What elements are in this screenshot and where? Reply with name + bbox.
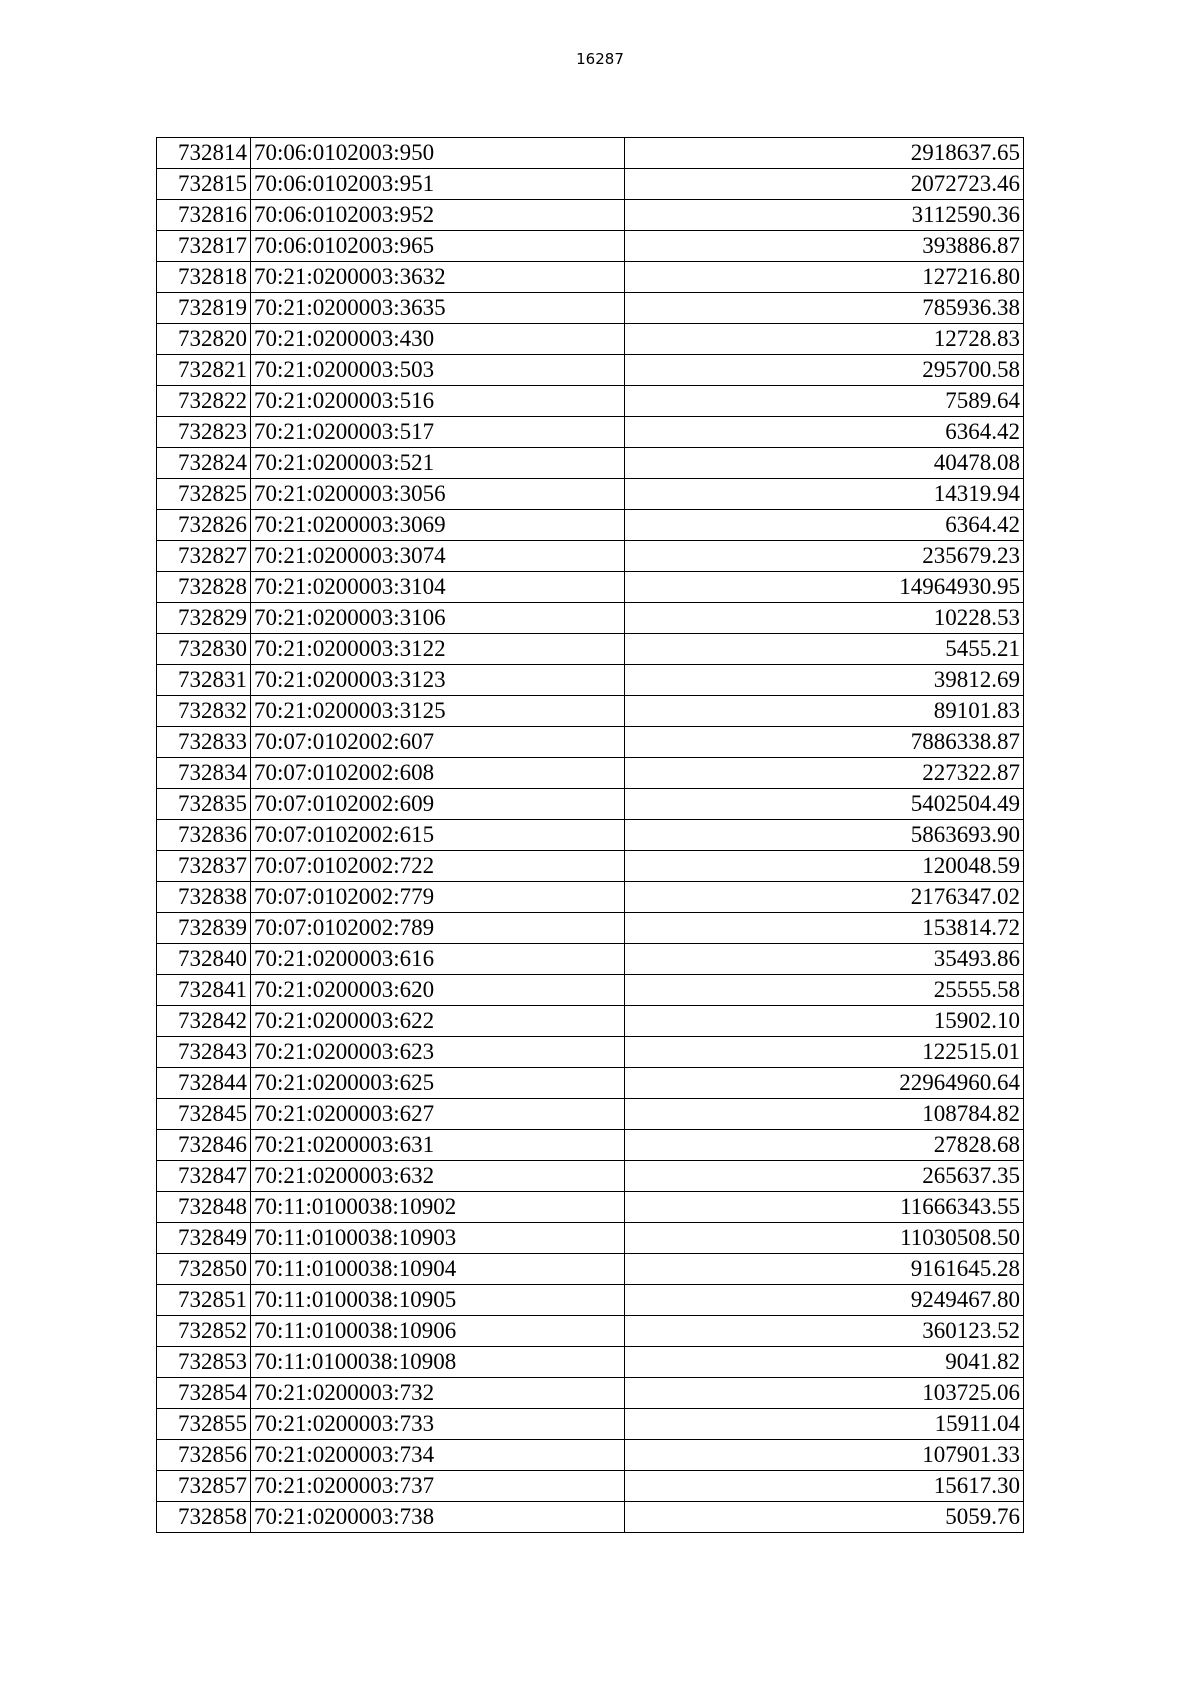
cadastral-number-cell: 70:21:0200003:737 (250, 1471, 624, 1502)
row-number-cell: 732814 (157, 138, 251, 169)
table-row (157, 324, 1024, 355)
cadastral-value-cell: 120048.59 (624, 851, 1023, 882)
table-row (157, 1409, 1024, 1440)
table-row (157, 1037, 1024, 1068)
row-number-cell: 732853 (157, 1347, 251, 1378)
cadastral-value-cell: 5059.76 (624, 1502, 1023, 1533)
table-row (157, 355, 1024, 386)
cadastral-number-cell: 70:21:0200003:631 (250, 1130, 624, 1161)
cadastral-number-cell: 70:21:0200003:503 (250, 355, 624, 386)
row-number-cell: 732832 (157, 696, 251, 727)
cadastral-number-cell: 70:21:0200003:3632 (250, 262, 624, 293)
row-number-cell: 732822 (157, 386, 251, 417)
cadastral-number-cell: 70:21:0200003:3635 (250, 293, 624, 324)
row-number-cell: 732838 (157, 882, 251, 913)
table-row (157, 572, 1024, 603)
cadastral-number-cell: 70:21:0200003:622 (250, 1006, 624, 1037)
row-number-cell: 732827 (157, 541, 251, 572)
cadastral-number-cell: 70:07:0102002:615 (250, 820, 624, 851)
table-row (157, 758, 1024, 789)
cadastral-number-cell: 70:21:0200003:632 (250, 1161, 624, 1192)
cadastral-value-cell: 5863693.90 (624, 820, 1023, 851)
row-number-cell: 732833 (157, 727, 251, 758)
cadastral-value-cell: 360123.52 (624, 1316, 1023, 1347)
row-number-cell: 732844 (157, 1068, 251, 1099)
cadastral-value-cell: 6364.42 (624, 417, 1023, 448)
row-number-cell: 732830 (157, 634, 251, 665)
cadastral-value-cell: 14319.94 (624, 479, 1023, 510)
table-row (157, 1006, 1024, 1037)
cadastral-value-cell: 89101.83 (624, 696, 1023, 727)
cadastral-value-cell: 153814.72 (624, 913, 1023, 944)
cadastral-number-cell: 70:07:0102002:789 (250, 913, 624, 944)
cadastral-value-cell: 265637.35 (624, 1161, 1023, 1192)
row-number-cell: 732851 (157, 1285, 251, 1316)
cadastral-number-cell: 70:21:0200003:734 (250, 1440, 624, 1471)
table-row (157, 789, 1024, 820)
cadastral-number-cell: 70:07:0102002:607 (250, 727, 624, 758)
row-number-cell: 732855 (157, 1409, 251, 1440)
cadastral-number-cell: 70:11:0100038:10905 (250, 1285, 624, 1316)
row-number-cell: 732816 (157, 200, 251, 231)
cadastral-number-cell: 70:21:0200003:3056 (250, 479, 624, 510)
table-row (157, 882, 1024, 913)
table-row (157, 944, 1024, 975)
cadastral-number-cell: 70:07:0102002:609 (250, 789, 624, 820)
table-row (157, 1130, 1024, 1161)
row-number-cell: 732820 (157, 324, 251, 355)
table-row (157, 1223, 1024, 1254)
cadastral-number-cell: 70:21:0200003:3069 (250, 510, 624, 541)
cadastral-value-cell: 9249467.80 (624, 1285, 1023, 1316)
cadastral-value-cell: 12728.83 (624, 324, 1023, 355)
cadastral-value-cell: 40478.08 (624, 448, 1023, 479)
cadastral-value-cell: 107901.33 (624, 1440, 1023, 1471)
cadastral-value-cell: 295700.58 (624, 355, 1023, 386)
table-row (157, 448, 1024, 479)
cadastral-number-cell: 70:21:0200003:620 (250, 975, 624, 1006)
cadastral-value-cell: 9041.82 (624, 1347, 1023, 1378)
table-row (157, 851, 1024, 882)
table-body (157, 138, 1024, 1533)
table-row (157, 479, 1024, 510)
row-number-cell: 732858 (157, 1502, 251, 1533)
row-number-cell: 732823 (157, 417, 251, 448)
row-number-cell: 732821 (157, 355, 251, 386)
row-number-cell: 732817 (157, 231, 251, 262)
cadastral-value-cell: 27828.68 (624, 1130, 1023, 1161)
cadastral-number-cell: 70:07:0102002:608 (250, 758, 624, 789)
cadastral-value-cell: 7886338.87 (624, 727, 1023, 758)
cadastral-value-cell: 103725.06 (624, 1378, 1023, 1409)
table-row (157, 1285, 1024, 1316)
table-row (157, 727, 1024, 758)
cadastral-value-cell: 35493.86 (624, 944, 1023, 975)
table-row (157, 913, 1024, 944)
table-row (157, 138, 1024, 169)
table-row (157, 231, 1024, 262)
table-row (157, 200, 1024, 231)
cadastral-number-cell: 70:21:0200003:732 (250, 1378, 624, 1409)
cadastral-number-cell: 70:11:0100038:10906 (250, 1316, 624, 1347)
cadastral-number-cell: 70:11:0100038:10908 (250, 1347, 624, 1378)
row-number-cell: 732840 (157, 944, 251, 975)
cadastral-number-cell: 70:07:0102002:779 (250, 882, 624, 913)
cadastral-value-cell: 235679.23 (624, 541, 1023, 572)
row-number-cell: 732852 (157, 1316, 251, 1347)
row-number-cell: 732857 (157, 1471, 251, 1502)
cadastral-number-cell: 70:21:0200003:3125 (250, 696, 624, 727)
table-row (157, 603, 1024, 634)
cadastral-number-cell: 70:21:0200003:3104 (250, 572, 624, 603)
cadastral-number-cell: 70:21:0200003:3074 (250, 541, 624, 572)
cadastral-number-cell: 70:21:0200003:625 (250, 1068, 624, 1099)
table-row (157, 975, 1024, 1006)
cadastral-number-cell: 70:21:0200003:516 (250, 386, 624, 417)
cadastral-number-cell: 70:11:0100038:10904 (250, 1254, 624, 1285)
table-row (157, 634, 1024, 665)
table-row (157, 169, 1024, 200)
cadastral-number-cell: 70:11:0100038:10902 (250, 1192, 624, 1223)
cadastral-value-cell: 2176347.02 (624, 882, 1023, 913)
row-number-cell: 732824 (157, 448, 251, 479)
row-number-cell: 732834 (157, 758, 251, 789)
table-row (157, 386, 1024, 417)
table-row (157, 541, 1024, 572)
table-row (157, 1192, 1024, 1223)
table-row (157, 1161, 1024, 1192)
row-number-cell: 732839 (157, 913, 251, 944)
table-row (157, 1378, 1024, 1409)
cadastral-value-cell: 22964960.64 (624, 1068, 1023, 1099)
row-number-cell: 732829 (157, 603, 251, 634)
table-row (157, 1068, 1024, 1099)
cadastral-value-cell: 108784.82 (624, 1099, 1023, 1130)
cadastral-number-cell: 70:21:0200003:3122 (250, 634, 624, 665)
cadastral-number-cell: 70:21:0200003:3123 (250, 665, 624, 696)
row-number-cell: 732836 (157, 820, 251, 851)
table-row (157, 293, 1024, 324)
row-number-cell: 732815 (157, 169, 251, 200)
cadastral-value-cell: 9161645.28 (624, 1254, 1023, 1285)
cadastral-number-cell: 70:06:0102003:950 (250, 138, 624, 169)
cadastral-value-cell: 39812.69 (624, 665, 1023, 696)
row-number-cell: 732818 (157, 262, 251, 293)
table-row (157, 696, 1024, 727)
table-row (157, 510, 1024, 541)
row-number-cell: 732837 (157, 851, 251, 882)
cadastral-number-cell: 70:21:0200003:3106 (250, 603, 624, 634)
table-row (157, 1502, 1024, 1533)
cadastral-value-cell: 393886.87 (624, 231, 1023, 262)
cadastral-value-cell: 227322.87 (624, 758, 1023, 789)
row-number-cell: 732848 (157, 1192, 251, 1223)
row-number-cell: 732831 (157, 665, 251, 696)
row-number-cell: 732828 (157, 572, 251, 603)
cadastral-number-cell: 70:21:0200003:517 (250, 417, 624, 448)
page-number: 16287 (576, 50, 624, 68)
cadastral-number-cell: 70:21:0200003:627 (250, 1099, 624, 1130)
cadastral-value-cell: 15911.04 (624, 1409, 1023, 1440)
cadastral-value-cell: 15617.30 (624, 1471, 1023, 1502)
row-number-cell: 732819 (157, 293, 251, 324)
cadastral-value-cell: 11030508.50 (624, 1223, 1023, 1254)
cadastral-number-cell: 70:21:0200003:738 (250, 1502, 624, 1533)
row-number-cell: 732846 (157, 1130, 251, 1161)
row-number-cell: 732843 (157, 1037, 251, 1068)
cadastral-value-cell: 7589.64 (624, 386, 1023, 417)
table-row (157, 1347, 1024, 1378)
table-row (157, 665, 1024, 696)
cadastral-number-cell: 70:21:0200003:623 (250, 1037, 624, 1068)
table-row (157, 1316, 1024, 1347)
cadastral-number-cell: 70:11:0100038:10903 (250, 1223, 624, 1254)
table-row (157, 1254, 1024, 1285)
cadastral-value-cell: 11666343.55 (624, 1192, 1023, 1223)
row-number-cell: 732845 (157, 1099, 251, 1130)
cadastral-value-cell: 14964930.95 (624, 572, 1023, 603)
table-row (157, 1440, 1024, 1471)
table-row (157, 1471, 1024, 1502)
cadastral-value-cell: 2918637.65 (624, 138, 1023, 169)
cadastral-number-cell: 70:06:0102003:965 (250, 231, 624, 262)
cadastral-number-cell: 70:07:0102002:722 (250, 851, 624, 882)
cadastral-value-table (156, 137, 1024, 1533)
cadastral-value-cell: 15902.10 (624, 1006, 1023, 1037)
cadastral-number-cell: 70:21:0200003:616 (250, 944, 624, 975)
cadastral-number-cell: 70:06:0102003:952 (250, 200, 624, 231)
cadastral-value-cell: 6364.42 (624, 510, 1023, 541)
cadastral-value-cell: 2072723.46 (624, 169, 1023, 200)
row-number-cell: 732825 (157, 479, 251, 510)
cadastral-number-cell: 70:21:0200003:430 (250, 324, 624, 355)
row-number-cell: 732826 (157, 510, 251, 541)
cadastral-number-cell: 70:21:0200003:521 (250, 448, 624, 479)
cadastral-value-cell: 5455.21 (624, 634, 1023, 665)
cadastral-value-cell: 3112590.36 (624, 200, 1023, 231)
cadastral-value-cell: 10228.53 (624, 603, 1023, 634)
cadastral-value-cell: 5402504.49 (624, 789, 1023, 820)
row-number-cell: 732835 (157, 789, 251, 820)
table-row (157, 820, 1024, 851)
row-number-cell: 732841 (157, 975, 251, 1006)
cadastral-value-cell: 785936.38 (624, 293, 1023, 324)
cadastral-value-cell: 127216.80 (624, 262, 1023, 293)
row-number-cell: 732854 (157, 1378, 251, 1409)
row-number-cell: 732856 (157, 1440, 251, 1471)
table-row (157, 1099, 1024, 1130)
cadastral-value-cell: 25555.58 (624, 975, 1023, 1006)
cadastral-number-cell: 70:21:0200003:733 (250, 1409, 624, 1440)
row-number-cell: 732842 (157, 1006, 251, 1037)
cadastral-value-cell: 122515.01 (624, 1037, 1023, 1068)
row-number-cell: 732850 (157, 1254, 251, 1285)
cadastral-number-cell: 70:06:0102003:951 (250, 169, 624, 200)
row-number-cell: 732849 (157, 1223, 251, 1254)
table-row (157, 262, 1024, 293)
row-number-cell: 732847 (157, 1161, 251, 1192)
table-row (157, 417, 1024, 448)
